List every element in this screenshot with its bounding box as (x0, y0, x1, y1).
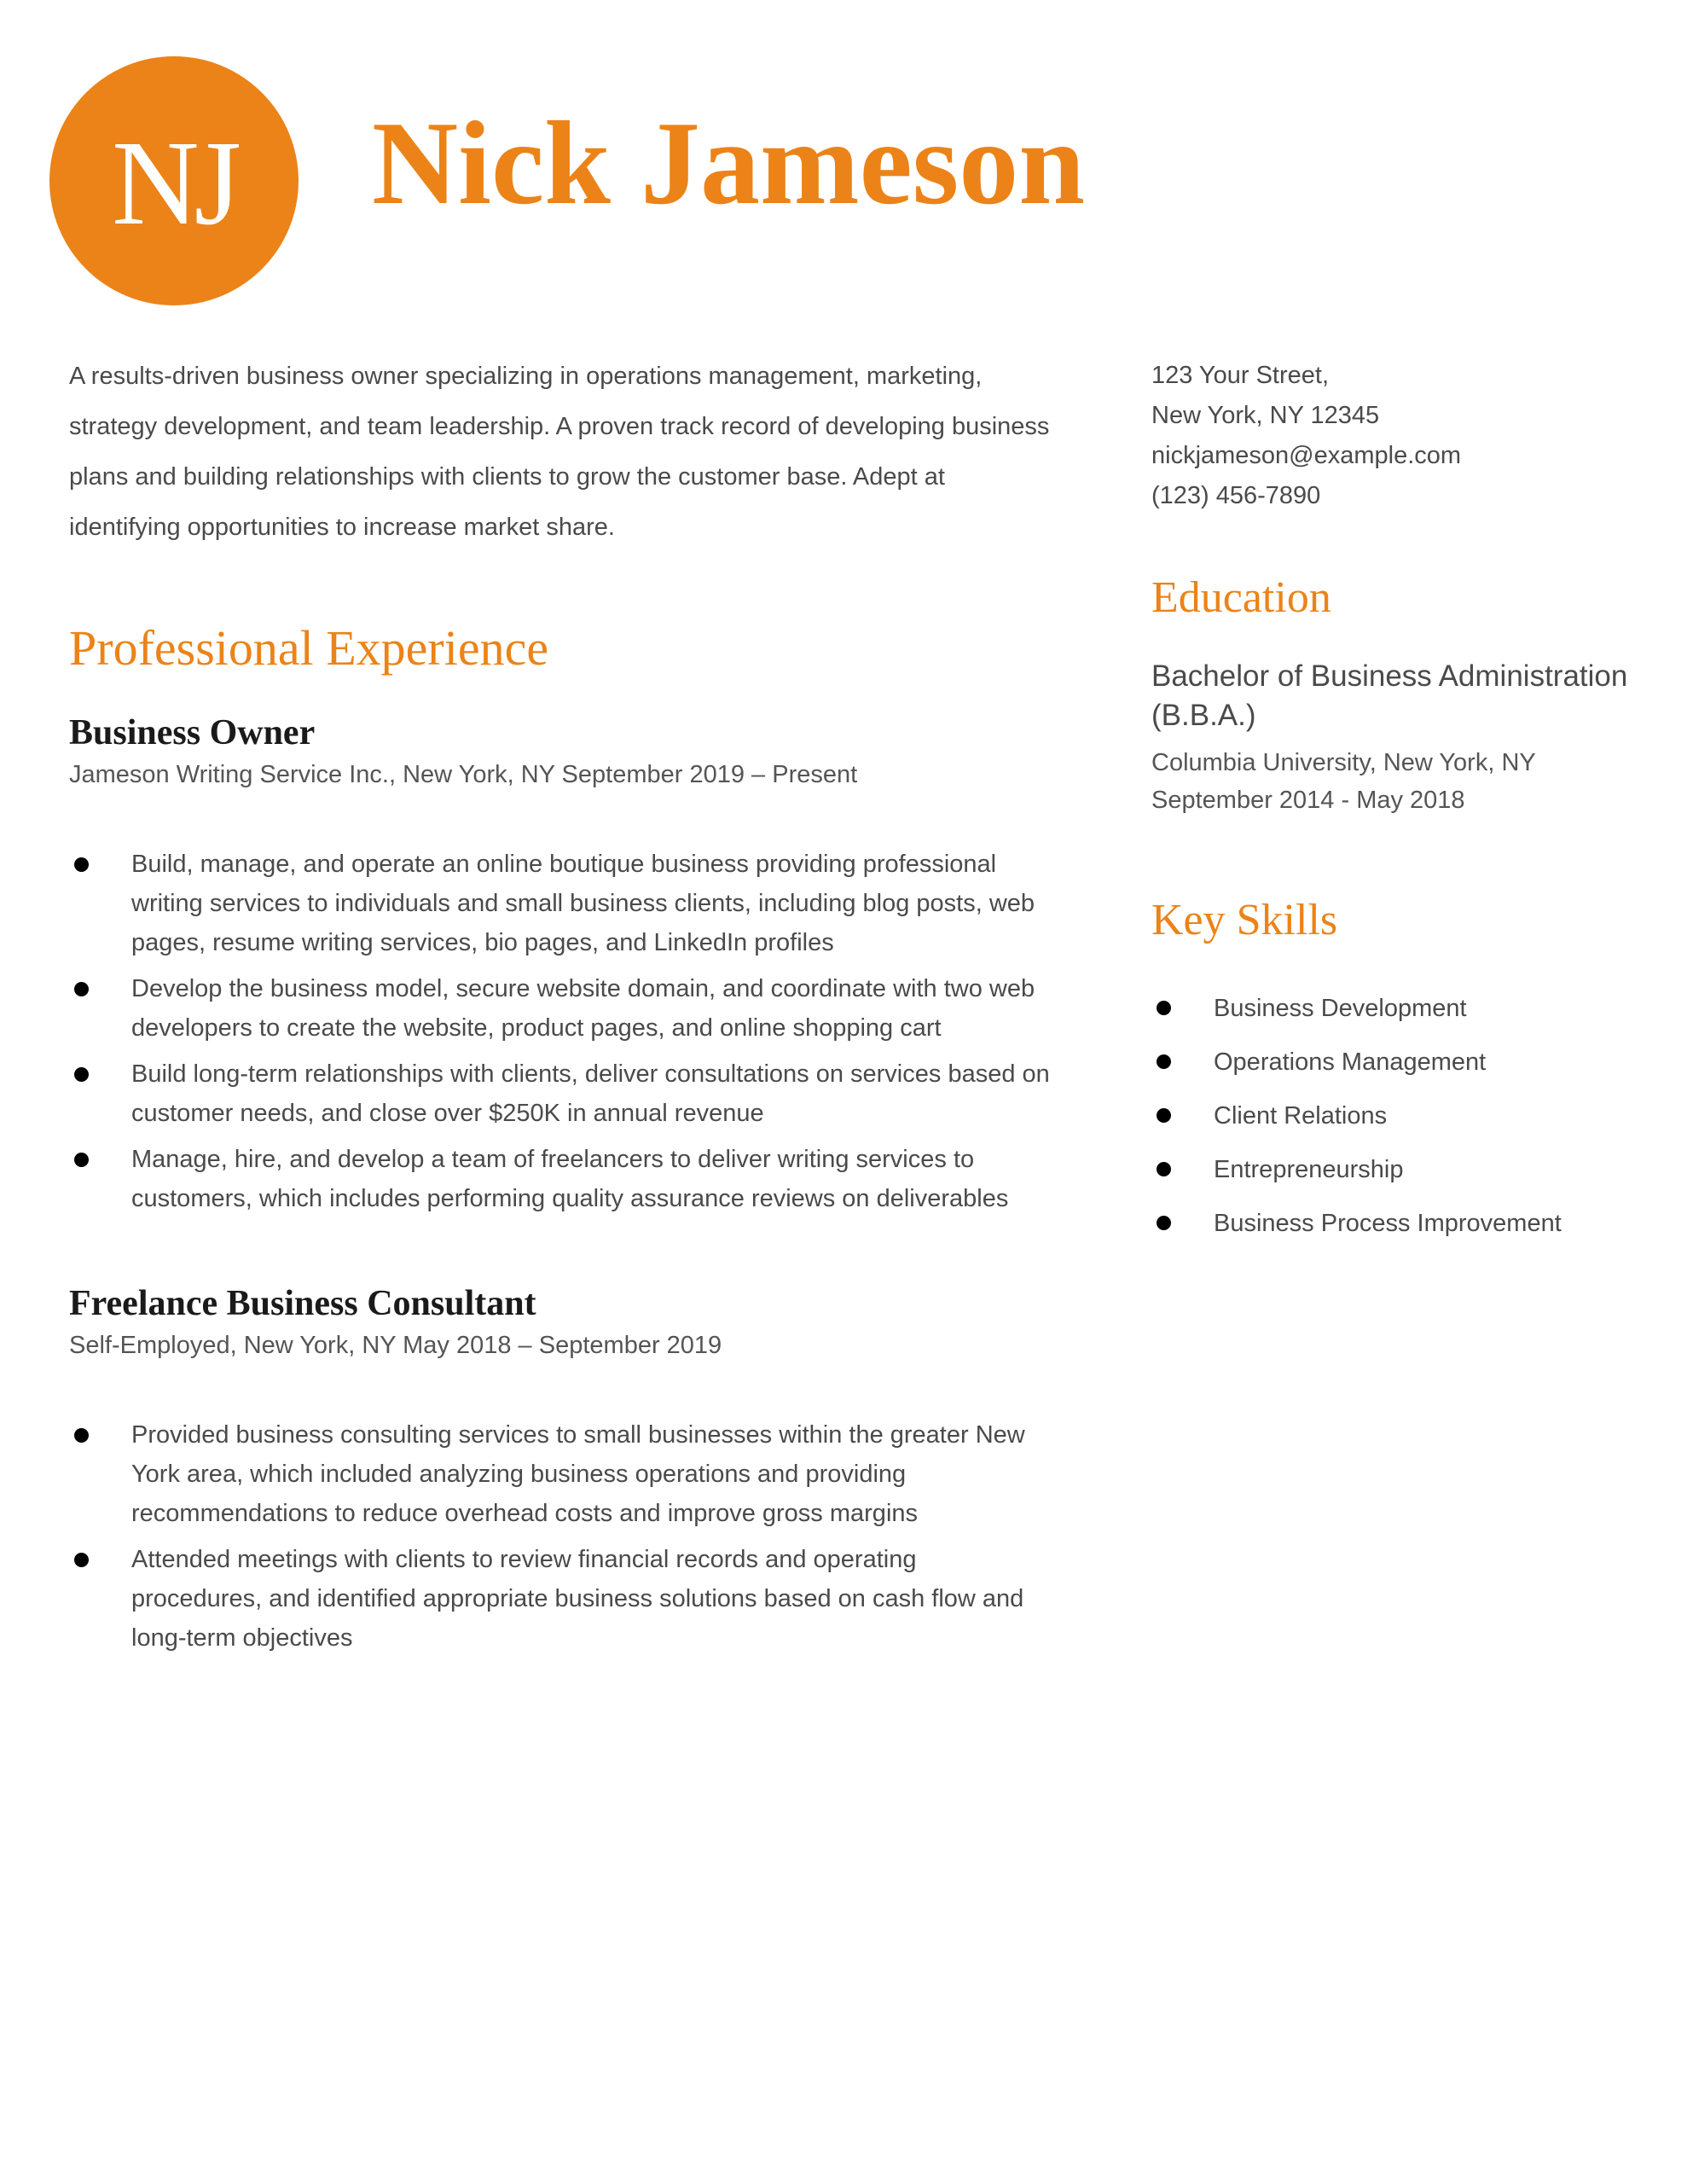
education-heading: Education (1151, 573, 1331, 622)
job-bullet-text: Provided business consulting services to small businesses within the greater New York area, which included analyzing business operations and providing recommendations to reduce overhead costs and improve gross margins (131, 1420, 1025, 1527)
education-entry (1151, 657, 1629, 819)
experience-heading: Professional Experience (69, 620, 549, 676)
bullet-dot-icon (1157, 1108, 1171, 1123)
bullet-dot-icon (1157, 1162, 1171, 1176)
bullet-dot-icon (74, 1067, 89, 1082)
skill-item (1151, 982, 1562, 1036)
contact-city: New York, NY 12345 (1151, 402, 1380, 429)
skill-item (1151, 1036, 1562, 1089)
skill-text: Entrepreneurship (1214, 1156, 1404, 1183)
bullet-dot-icon (74, 857, 89, 872)
job-meta: Self-Employed, New York, NY May 2018 – September 2019 (69, 1332, 722, 1360)
candidate-name: Nick Jameson (372, 97, 1086, 229)
education-school: Columbia University, New York, NY (1151, 749, 1536, 776)
education-school-and-dates (1151, 744, 1629, 819)
job-title: Freelance Business Consultant (69, 1284, 536, 1323)
job-bullet-text: Manage, hire, and develop a team of freelancers to deliver writing services to customers, which includes performing quality assurance reviews on deliverables (131, 1145, 1009, 1212)
skill-item (1151, 1089, 1562, 1143)
job-bullet (69, 1054, 1050, 1133)
job-entry-freelance-consultant (69, 1284, 1050, 1664)
skills-list (1151, 982, 1562, 1251)
job-bullet (69, 1540, 1050, 1658)
bullet-dot-icon (74, 982, 89, 996)
job-bullet-list (69, 845, 1050, 1218)
skill-text: Operations Management (1214, 1048, 1487, 1076)
bullet-dot-icon (1157, 1216, 1171, 1230)
job-entry-business-owner (69, 713, 1050, 1225)
job-bullet-text: Build long-term relationships with clients, deliver consultations on services based on customer needs, and close over $250K in annual revenue (131, 1060, 1050, 1127)
bullet-dot-icon (74, 1428, 89, 1443)
contact-block (1151, 356, 1461, 516)
contact-street: 123 Your Street, (1151, 362, 1329, 389)
bullet-dot-icon (74, 1553, 89, 1567)
job-bullet-text: Develop the business model, secure website domain, and coordinate with two web developers to create the website, product pages, and online shopping cart (131, 974, 1035, 1042)
job-bullet (69, 1415, 1050, 1533)
job-meta: Jameson Writing Service Inc., New York, NY September 2019 – Present (69, 761, 858, 789)
job-bullet-list (69, 1415, 1050, 1658)
education-dates: September 2014 - May 2018 (1151, 787, 1465, 814)
education-degree: Bachelor of Business Administration (B.B.A.) (1151, 659, 1628, 732)
skill-item (1151, 1197, 1562, 1251)
professional-summary: A results-driven business owner specializing in operations management, marketing, strategy development, and team leadership. A proven track record of developing business plans and building relationships with clients to grow the customer base. Adept at identifying opportunities to increase market share. (69, 363, 1050, 541)
contact-phone[interactable]: (123) 456-7890 (1151, 482, 1321, 509)
job-bullet-text: Attended meetings with clients to review financial records and operating procedures, and identified appropriate business solutions based on cash flow and long-term objectives (131, 1545, 1024, 1652)
bullet-dot-icon (1157, 1001, 1171, 1015)
skill-text: Business Development (1214, 995, 1467, 1022)
skill-text: Client Relations (1214, 1102, 1388, 1130)
skill-item (1151, 1143, 1562, 1197)
monogram-initials: NJ (112, 115, 236, 250)
contact-email[interactable]: nickjameson@example.com (1151, 442, 1462, 469)
monogram-badge (49, 56, 299, 305)
job-bullet-text: Build, manage, and operate an online boutique business providing professional writing services to individuals and small business clients, including blog posts, web pages, resume writing services, bio pages, and LinkedIn profiles (131, 850, 1035, 956)
skill-text: Business Process Improvement (1214, 1210, 1562, 1237)
skills-heading: Key Skills (1151, 896, 1338, 944)
job-bullet (69, 1140, 1050, 1218)
bullet-dot-icon (74, 1153, 89, 1167)
bullet-dot-icon (1157, 1054, 1171, 1069)
job-bullet (69, 969, 1050, 1048)
job-title: Business Owner (69, 713, 316, 752)
job-bullet (69, 845, 1050, 962)
